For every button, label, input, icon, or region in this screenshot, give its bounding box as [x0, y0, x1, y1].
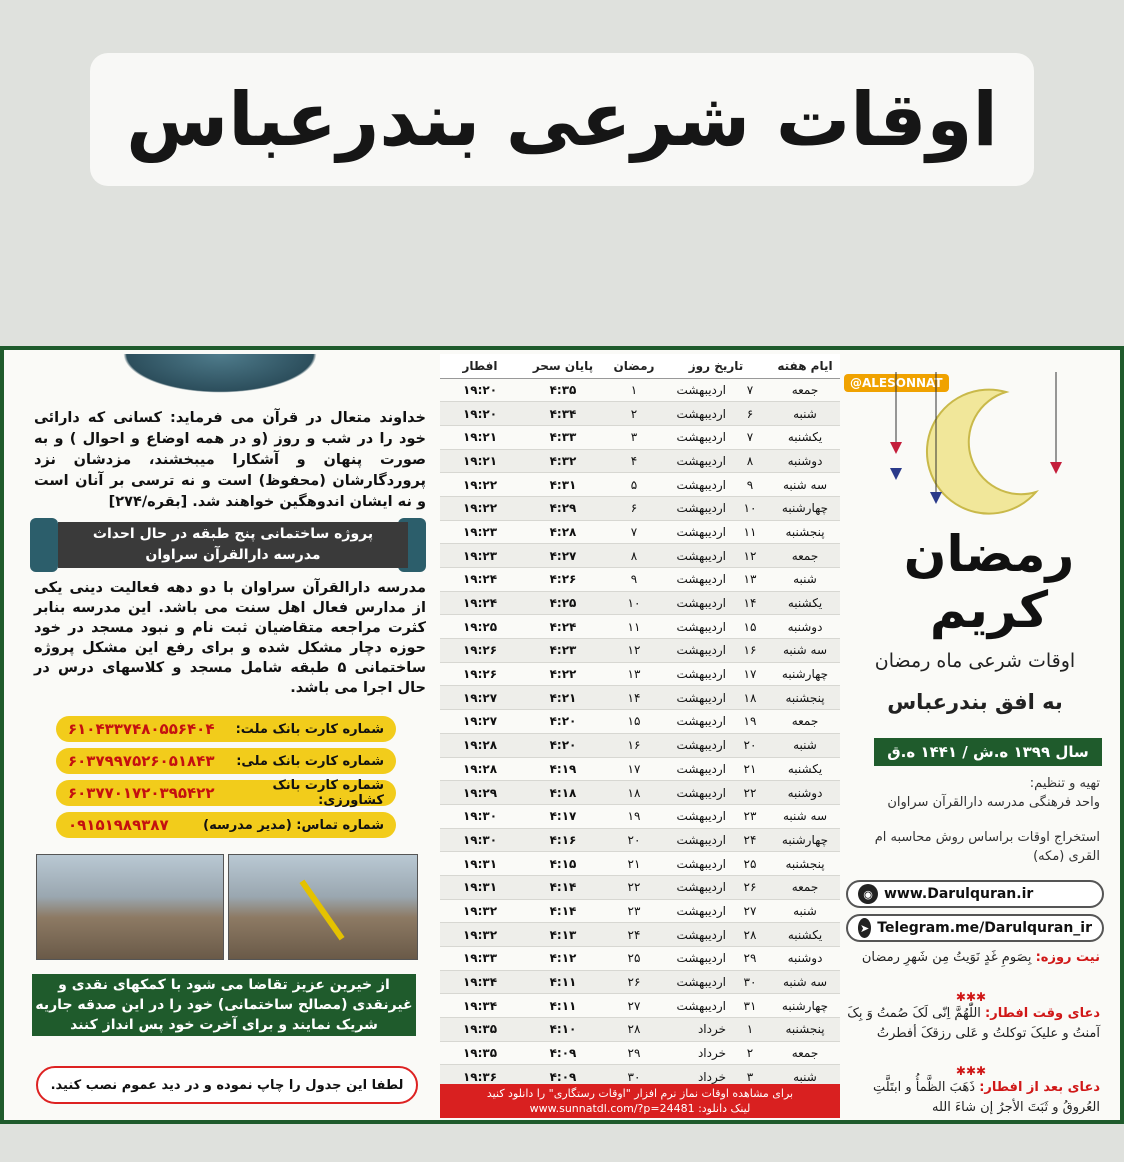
project-title: پروژه ساختمانی پنج طبقه در حال احداث — [92, 526, 374, 542]
day-cell: چهارشنبه — [770, 994, 840, 1018]
month-cell: اردیبهشت — [662, 568, 730, 592]
bank-number: ۶۰۳۷۹۹۷۵۲۶۰۵۱۸۴۳ — [68, 752, 215, 770]
date-cell: ۲۴ — [730, 828, 770, 852]
ramadan-day-cell: ۳۰ — [606, 1065, 662, 1089]
table-row — [440, 804, 840, 828]
iftar-time-cell: ۱۹:۳۱ — [440, 852, 520, 876]
sahar-time-cell: ۴:۱۱ — [520, 994, 606, 1018]
day-cell: جمعه — [770, 710, 840, 734]
project-subtitle: مدرسه دارالقرآن سراوان — [145, 547, 321, 563]
table-row — [440, 425, 840, 449]
table-row — [440, 591, 840, 615]
day-cell: سه شنبه — [770, 970, 840, 994]
project-banner — [58, 522, 408, 568]
logo-ramadan: رمضان — [903, 525, 1075, 583]
month-cell: اردیبهشت — [662, 804, 730, 828]
bank-number: ۶۰۳۷۷۰۱۷۲۰۳۹۵۴۲۲ — [68, 784, 215, 802]
sahar-time-cell: ۴:۲۴ — [520, 615, 606, 639]
day-cell: دوشنبه — [770, 449, 840, 473]
iftar-time-cell: ۱۹:۲۲ — [440, 473, 520, 497]
date-cell: ۱۴ — [730, 591, 770, 615]
sahar-time-cell: ۴:۳۵ — [520, 378, 606, 402]
web-icon: ◉ — [858, 884, 878, 904]
date-cell: ۲۶ — [730, 875, 770, 899]
table-row — [440, 378, 840, 402]
date-cell: ۱۸ — [730, 686, 770, 710]
sahar-time-cell: ۴:۱۴ — [520, 875, 606, 899]
ramadan-day-cell: ۱۲ — [606, 639, 662, 663]
table-row — [440, 402, 840, 426]
month-cell: خرداد — [662, 1065, 730, 1089]
ramadan-day-cell: ۱۰ — [606, 591, 662, 615]
table-row — [440, 449, 840, 473]
bank-number: ۶۱۰۴۳۳۷۴۸۰۵۵۶۴۰۴ — [68, 720, 215, 738]
ornament-left — [30, 518, 58, 572]
table-row — [440, 733, 840, 757]
header-date: تاریخ روز — [662, 354, 770, 378]
month-cell: اردیبهشت — [662, 733, 730, 757]
after-iftar-dua-label: دعای بعد از افطار: — [979, 1080, 1100, 1095]
ramadan-day-cell: ۲ — [606, 402, 662, 426]
table-row — [440, 970, 840, 994]
table-row — [440, 568, 840, 592]
table-row — [440, 947, 840, 971]
date-cell: ۱۹ — [730, 710, 770, 734]
ramadan-day-cell: ۱۸ — [606, 781, 662, 805]
ramadan-day-cell: ۱۳ — [606, 662, 662, 686]
iftar-time-cell: ۱۹:۲۷ — [440, 710, 520, 734]
date-cell: ۱۳ — [730, 568, 770, 592]
table-row — [440, 662, 840, 686]
day-cell: یکشنبه — [770, 757, 840, 781]
ramadan-day-cell: ۲۷ — [606, 994, 662, 1018]
ramadan-day-cell: ۴ — [606, 449, 662, 473]
day-cell: سه شنبه — [770, 473, 840, 497]
date-cell: ۲۸ — [730, 923, 770, 947]
month-cell: اردیبهشت — [662, 473, 730, 497]
date-cell: ۱۱ — [730, 520, 770, 544]
sahar-time-cell: ۴:۱۳ — [520, 923, 606, 947]
print-note: لطفا این جدول را چاپ نموده و در دید عموم نصب کنید. — [36, 1066, 418, 1104]
sahar-time-cell: ۴:۲۷ — [520, 544, 606, 568]
header-iftar: افطار — [440, 354, 520, 378]
date-cell: ۱۵ — [730, 615, 770, 639]
iftar-time-cell: ۱۹:۲۰ — [440, 402, 520, 426]
bank-label: شماره کارت بانک ملت: — [235, 721, 384, 737]
month-cell: اردیبهشت — [662, 686, 730, 710]
iftar-time-cell: ۱۹:۲۸ — [440, 757, 520, 781]
crescent-moon-icon — [876, 372, 1076, 522]
header-sahar: پایان سحر — [520, 354, 606, 378]
iftar-time-cell: ۱۹:۲۲ — [440, 496, 520, 520]
table-row — [440, 615, 840, 639]
iftar-time-cell: ۱۹:۲۱ — [440, 449, 520, 473]
month-cell: اردیبهشت — [662, 639, 730, 663]
table-row — [440, 710, 840, 734]
date-cell: ۱۲ — [730, 544, 770, 568]
day-cell: دوشنبه — [770, 781, 840, 805]
crane-photo — [228, 854, 418, 960]
month-cell: اردیبهشت — [662, 970, 730, 994]
sahar-time-cell: ۴:۲۲ — [520, 662, 606, 686]
month-cell: اردیبهشت — [662, 781, 730, 805]
ramadan-day-cell: ۵ — [606, 473, 662, 497]
day-cell: جمعه — [770, 1041, 840, 1065]
table-body — [440, 378, 840, 1089]
bank-label: شماره کارت بانک کشاورزی: — [272, 778, 384, 808]
table-row — [440, 1018, 840, 1042]
table-row — [440, 473, 840, 497]
day-cell: دوشنبه — [770, 615, 840, 639]
ramadan-day-cell: ۳ — [606, 425, 662, 449]
month-cell: اردیبهشت — [662, 923, 730, 947]
day-cell: دوشنبه — [770, 947, 840, 971]
bank-card-row — [56, 780, 396, 806]
month-cell: اردیبهشت — [662, 662, 730, 686]
date-cell: ۲۱ — [730, 757, 770, 781]
bank-label: شماره کارت بانک ملی: — [236, 753, 384, 769]
sahar-time-cell: ۴:۲۹ — [520, 496, 606, 520]
sahar-time-cell: ۴:۲۶ — [520, 568, 606, 592]
iftar-time-cell: ۱۹:۳۴ — [440, 994, 520, 1018]
day-cell: شنبه — [770, 899, 840, 923]
sahar-time-cell: ۴:۲۳ — [520, 639, 606, 663]
iftar-time-cell: ۱۹:۳۲ — [440, 899, 520, 923]
website-text: www.Darulquran.ir — [884, 886, 1034, 902]
year-banner: سال ۱۳۹۹ ه.ش / ۱۴۴۱ ه.ق — [874, 738, 1102, 766]
day-cell: سه شنبه — [770, 639, 840, 663]
month-cell: اردیبهشت — [662, 875, 730, 899]
page-title: اوقات شرعی بندرعباس — [126, 76, 998, 163]
iftar-time-cell: ۱۹:۲۶ — [440, 639, 520, 663]
iftar-time-cell: ۱۹:۲۷ — [440, 686, 520, 710]
ramadan-day-cell: ۲۲ — [606, 875, 662, 899]
month-cell: اردیبهشت — [662, 899, 730, 923]
sahar-time-cell: ۴:۱۱ — [520, 970, 606, 994]
month-cell: اردیبهشت — [662, 402, 730, 426]
month-cell: اردیبهشت — [662, 947, 730, 971]
bank-number: ۰۹۱۵۱۹۸۹۳۸۷ — [68, 816, 169, 834]
iftar-time-cell: ۱۹:۳۲ — [440, 923, 520, 947]
table-row — [440, 923, 840, 947]
sahar-time-cell: ۴:۳۳ — [520, 425, 606, 449]
sahar-time-cell: ۴:۱۰ — [520, 1018, 606, 1042]
credit-prepared-by: تهیه و تنظیم: واحد فرهنگی مدرسه دارالقرآن سراوان — [887, 776, 1100, 810]
table-header-row — [440, 354, 840, 378]
month-cell: اردیبهشت — [662, 828, 730, 852]
day-cell: پنجشنبه — [770, 852, 840, 876]
bank-card-row — [56, 812, 396, 838]
crane-arm — [299, 880, 344, 941]
telegram-icon: ➤ — [858, 918, 871, 938]
ramadan-day-cell: ۱۴ — [606, 686, 662, 710]
iftar-time-cell: ۱۹:۳۰ — [440, 804, 520, 828]
day-cell: پنجشنبه — [770, 520, 840, 544]
month-cell: اردیبهشت — [662, 544, 730, 568]
day-cell: چهارشنبه — [770, 828, 840, 852]
sahar-time-cell: ۴:۱۹ — [520, 757, 606, 781]
after-iftar-dua — [842, 1078, 1100, 1118]
date-cell: ۹ — [730, 473, 770, 497]
ramadan-kareem-logo — [884, 522, 1094, 642]
sahar-time-cell: ۴:۱۵ — [520, 852, 606, 876]
fasting-intention — [842, 948, 1100, 968]
sahar-time-cell: ۴:۲۰ — [520, 710, 606, 734]
sahar-time-cell: ۴:۲۰ — [520, 733, 606, 757]
table-row — [440, 852, 840, 876]
table-row — [440, 520, 840, 544]
left-panel — [30, 354, 426, 1118]
bank-card-row — [56, 748, 396, 774]
iftar-time-cell: ۱۹:۳۱ — [440, 875, 520, 899]
day-cell: یکشنبه — [770, 591, 840, 615]
download-text: برای مشاهده اوقات نماز نرم افزار "اوقات رستگاری" را دانلود کنید — [486, 1087, 794, 1100]
iftar-time-cell: ۱۹:۲۴ — [440, 591, 520, 615]
day-cell: جمعه — [770, 875, 840, 899]
month-cell: اردیبهشت — [662, 520, 730, 544]
month-cell: اردیبهشت — [662, 378, 730, 402]
date-cell: ۷ — [730, 378, 770, 402]
ramadan-day-cell: ۱ — [606, 378, 662, 402]
day-cell: شنبه — [770, 1065, 840, 1089]
ramadan-day-cell: ۱۹ — [606, 804, 662, 828]
day-cell: شنبه — [770, 568, 840, 592]
ramadan-day-cell: ۸ — [606, 544, 662, 568]
day-cell: یکشنبه — [770, 923, 840, 947]
iftar-dua-label: دعای وقت افطار: — [985, 1006, 1100, 1021]
date-cell: ۱۶ — [730, 639, 770, 663]
iftar-time-cell: ۱۹:۳۶ — [440, 1065, 520, 1089]
day-cell: چهارشنبه — [770, 662, 840, 686]
day-cell: جمعه — [770, 378, 840, 402]
day-cell: سه شنبه — [770, 804, 840, 828]
divider-stars: ✱✱✱ — [955, 1064, 987, 1078]
iftar-time-cell: ۱۹:۲۴ — [440, 568, 520, 592]
right-panel — [836, 354, 1114, 1118]
ramadan-day-cell: ۲۶ — [606, 970, 662, 994]
date-cell: ۸ — [730, 449, 770, 473]
date-cell: ۱ — [730, 1018, 770, 1042]
header-ramadan: رمضان — [606, 354, 662, 378]
day-cell: شنبه — [770, 402, 840, 426]
date-cell: ۳۱ — [730, 994, 770, 1018]
date-cell: ۲ — [730, 1041, 770, 1065]
table-row — [440, 544, 840, 568]
iftar-time-cell: ۱۹:۲۵ — [440, 615, 520, 639]
iftar-time-cell: ۱۹:۳۴ — [440, 970, 520, 994]
month-cell: اردیبهشت — [662, 757, 730, 781]
ramadan-day-cell: ۷ — [606, 520, 662, 544]
date-cell: ۱۰ — [730, 496, 770, 520]
sahar-time-cell: ۴:۲۱ — [520, 686, 606, 710]
download-banner[interactable] — [440, 1084, 840, 1118]
iftar-dua-text: اللّٰهُمَّ اِنّی لَکَ صُمتُ وَ بِکَ آمنتُ و علیکَ توکلتُ و عَلی رزقکَ أفطرتُ — [847, 1006, 1100, 1041]
iftar-time-cell: ۱۹:۳۵ — [440, 1041, 520, 1065]
fasting-intention-label: نیت روزه: — [1035, 950, 1100, 965]
ramadan-day-cell: ۲۸ — [606, 1018, 662, 1042]
quran-verse-text: خداوند متعال در قرآن می فرماید: کسانی که دارائی خود را در شب و روز (و در همه اوضاع و احوال ) و به صورت پنهان و آشکارا میبخشند، مزدشان نزد پروردگارشان (محفوظ) است و نه ترسی بر آنان است و نه ایشان اندوهگین خواهند شد. [بقره/۲۷۴] — [34, 410, 426, 510]
table-row — [440, 1041, 840, 1065]
ramadan-day-cell: ۱۷ — [606, 757, 662, 781]
ramadan-day-cell: ۲۴ — [606, 923, 662, 947]
month-cell: اردیبهشت — [662, 591, 730, 615]
month-cell: اردیبهشت — [662, 615, 730, 639]
credit-calculation-method: استخراج اوقات براساس روش محاسبه ام القری (مکه) — [874, 830, 1100, 864]
iftar-time-cell: ۱۹:۲۹ — [440, 781, 520, 805]
sahar-time-cell: ۴:۳۴ — [520, 402, 606, 426]
date-cell: ۲۳ — [730, 804, 770, 828]
month-cell: اردیبهشت — [662, 710, 730, 734]
bank-card-row — [56, 716, 396, 742]
ramadan-day-cell: ۱۱ — [606, 615, 662, 639]
download-link[interactable]: لینک دانلود: www.sunnatdl.com/?p=24481 — [529, 1102, 751, 1115]
date-cell: ۲۰ — [730, 733, 770, 757]
table-row — [440, 781, 840, 805]
sahar-time-cell: ۴:۱۶ — [520, 828, 606, 852]
ramadan-day-cell: ۱۶ — [606, 733, 662, 757]
table-row — [440, 994, 840, 1018]
date-cell: ۳ — [730, 1065, 770, 1089]
sahar-time-cell: ۴:۳۲ — [520, 449, 606, 473]
ramadan-day-cell: ۲۵ — [606, 947, 662, 971]
ramadan-day-cell: ۲۹ — [606, 1041, 662, 1065]
instagram-handle: @ALESONNAT — [844, 374, 949, 392]
table-row — [440, 875, 840, 899]
iftar-time-cell: ۱۹:۲۸ — [440, 733, 520, 757]
month-cell: خرداد — [662, 1041, 730, 1065]
bank-label: شماره تماس: (مدیر مدرسه) — [203, 817, 384, 833]
prayer-times-table-wrap — [440, 354, 840, 1118]
iftar-time-cell: ۱۹:۲۰ — [440, 378, 520, 402]
subtitle-ramadan-times: اوقات شرعی ماه رمضان — [874, 650, 1076, 672]
website-link[interactable] — [846, 880, 1104, 908]
sahar-time-cell: ۴:۳۱ — [520, 473, 606, 497]
day-cell: پنجشنبه — [770, 1018, 840, 1042]
iftar-time-cell: ۱۹:۳۵ — [440, 1018, 520, 1042]
ramadan-day-cell: ۲۰ — [606, 828, 662, 852]
divider-stars: ✱✱✱ — [955, 990, 987, 1004]
month-cell: اردیبهشت — [662, 994, 730, 1018]
month-cell: اردیبهشت — [662, 496, 730, 520]
fasting-intention-text: بِصَومِ غَدٍ نَوَیتُ مِن شَهرِ رمضان — [861, 950, 1032, 965]
ramadan-day-cell: ۱۵ — [606, 710, 662, 734]
sahar-time-cell: ۴:۱۸ — [520, 781, 606, 805]
iftar-time-cell: ۱۹:۲۱ — [440, 425, 520, 449]
day-cell: پنجشنبه — [770, 686, 840, 710]
day-cell: چهارشنبه — [770, 496, 840, 520]
iftar-time-cell: ۱۹:۲۳ — [440, 520, 520, 544]
ramadan-day-cell: ۲۳ — [606, 899, 662, 923]
day-cell: شنبه — [770, 733, 840, 757]
sahar-time-cell: ۴:۱۷ — [520, 804, 606, 828]
ornament-header — [110, 354, 330, 398]
sahar-time-cell: ۴:۲۵ — [520, 591, 606, 615]
construction-photo — [36, 854, 224, 960]
month-cell: اردیبهشت — [662, 852, 730, 876]
date-cell: ۲۹ — [730, 947, 770, 971]
date-cell: ۲۲ — [730, 781, 770, 805]
date-cell: ۲۷ — [730, 899, 770, 923]
month-cell: خرداد — [662, 1018, 730, 1042]
logo-kareem: کریم — [929, 581, 1049, 639]
ramadan-day-cell: ۹ — [606, 568, 662, 592]
madrasa-description: مدرسه دارالقرآن سراوان با دو دهه فعالیت دینی یکی از مدارس فعال اهل سنت می باشد. این مدرسه بنابر کثرت مراجعه متقاضیان ثبت نام و نبود مسجد در خود حوزه دچار مشکل شده و برای رفع این مشکل پروژه ساختمانی ۵ طبقه شامل مسجد و کلاسهای درس در حال اجرا می باشد. — [34, 580, 427, 696]
sahar-time-cell: ۴:۱۴ — [520, 899, 606, 923]
iftar-time-cell: ۱۹:۲۳ — [440, 544, 520, 568]
sahar-time-cell: ۴:۱۲ — [520, 947, 606, 971]
iftar-time-cell: ۱۹:۲۶ — [440, 662, 520, 686]
poster — [0, 346, 1124, 1124]
prayer-times-table — [440, 354, 840, 1089]
table-row — [440, 899, 840, 923]
month-cell: اردیبهشت — [662, 449, 730, 473]
iftar-time-cell: ۱۹:۳۰ — [440, 828, 520, 852]
sahar-time-cell: ۴:۰۹ — [520, 1041, 606, 1065]
date-cell: ۳۰ — [730, 970, 770, 994]
table-row — [440, 686, 840, 710]
table-row — [440, 828, 840, 852]
table-row — [440, 639, 840, 663]
ramadan-day-cell: ۲۱ — [606, 852, 662, 876]
month-cell: اردیبهشت — [662, 425, 730, 449]
iftar-dua — [842, 1004, 1100, 1044]
date-cell: ۶ — [730, 402, 770, 426]
telegram-text: Telegram.me/Darulquran_ir — [877, 920, 1092, 936]
telegram-link[interactable] — [846, 914, 1104, 942]
day-cell: یکشنبه — [770, 425, 840, 449]
table-row — [440, 757, 840, 781]
date-cell: ۷ — [730, 425, 770, 449]
table-row — [440, 496, 840, 520]
date-cell: ۱۷ — [730, 662, 770, 686]
after-iftar-dua-text: ذَهَبَ الظَّمأُ و ابتَلَّتِ العُروقُ و ثَبَتَ الأجرُ إن شاءَ الله — [873, 1080, 1100, 1115]
title-card — [90, 53, 1034, 186]
date-cell: ۲۵ — [730, 852, 770, 876]
day-cell: جمعه — [770, 544, 840, 568]
iftar-time-cell: ۱۹:۳۳ — [440, 947, 520, 971]
donation-appeal: از خیرین عزیز تقاضا می شود با کمکهای نقدی و غیرنقدی (مصالح ساختمانی) خود را در این صدقه جاریه شریک نمایند و برای آخرت خود پس انداز کنند — [32, 974, 416, 1036]
subtitle-city: به افق بندرعباس — [887, 690, 1063, 714]
sahar-time-cell: ۴:۲۸ — [520, 520, 606, 544]
sahar-time-cell: ۴:۰۹ — [520, 1065, 606, 1089]
header-day: ایام هفته — [770, 354, 840, 378]
ramadan-day-cell: ۶ — [606, 496, 662, 520]
